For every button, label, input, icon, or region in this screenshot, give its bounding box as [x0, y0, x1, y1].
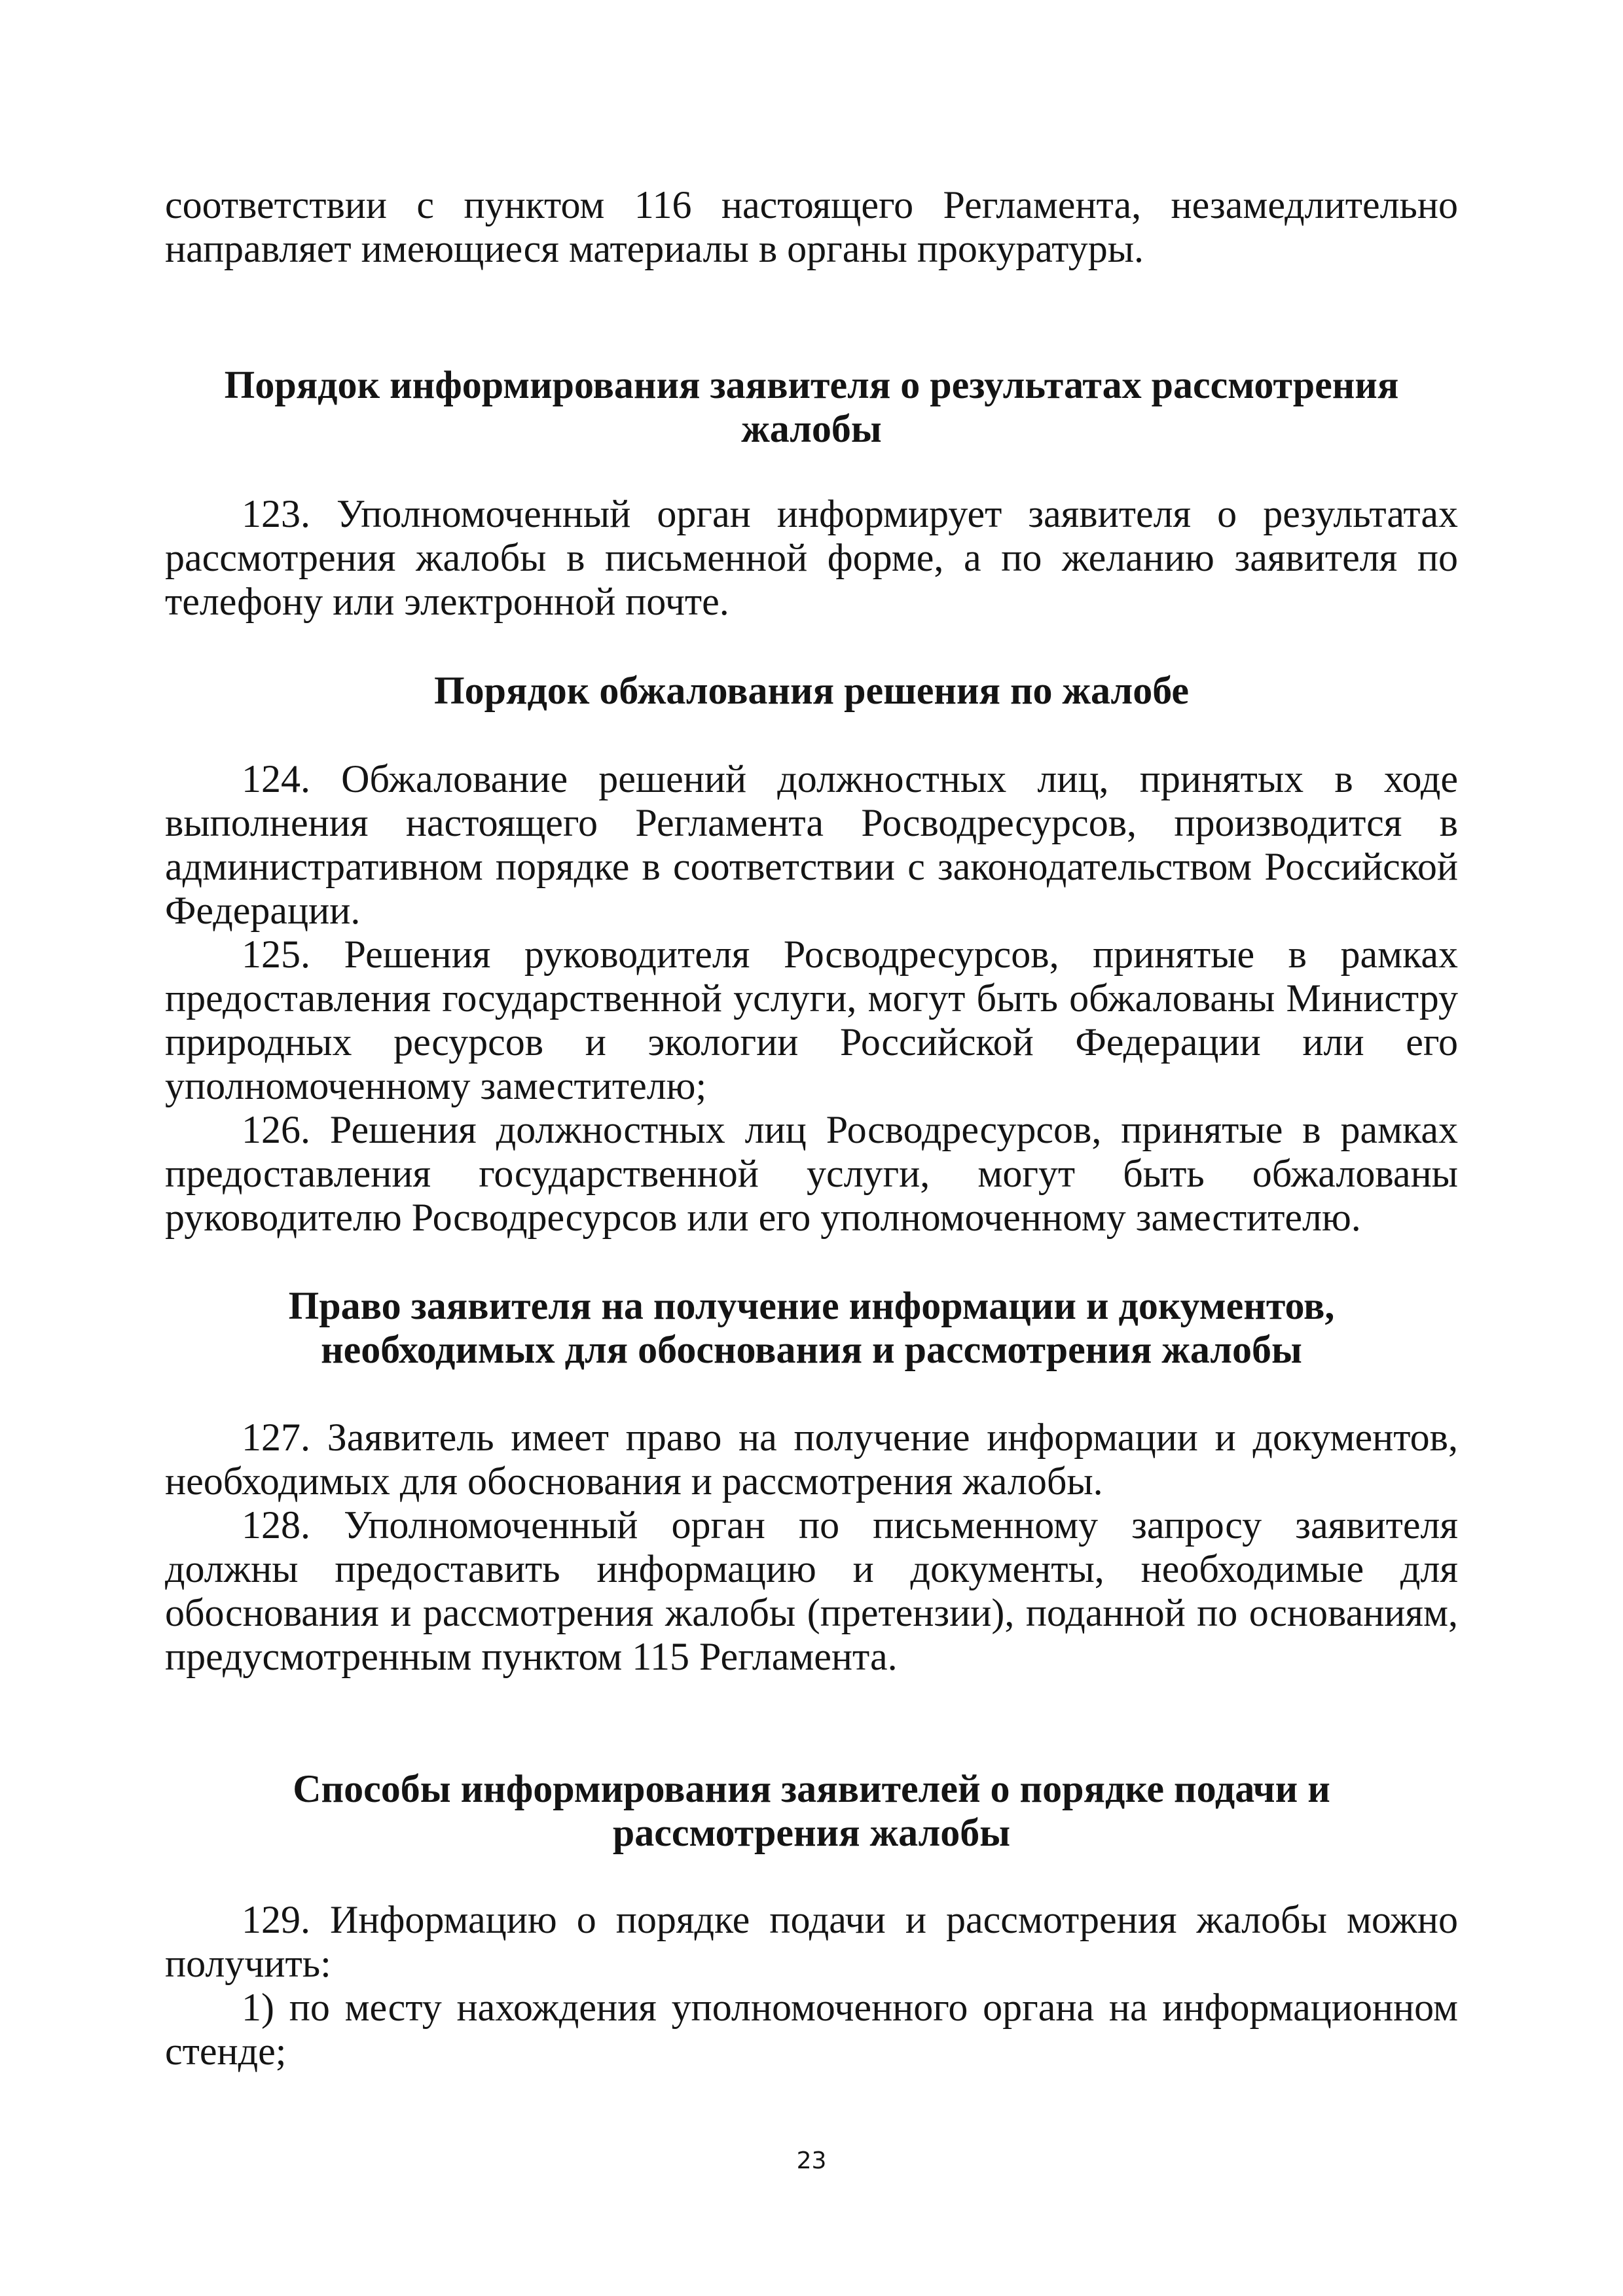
heading-rights: [165, 1284, 1458, 1372]
list-item-1: 1) по месту нахождения уполномоченного органа на информационном стенде;: [165, 1986, 1458, 2073]
paragraph-127: 127. Заявитель имеет право на получение информации и документов, необходимых для обоснования и рассмотрения жалобы.: [165, 1416, 1458, 1503]
heading-informing-line1: Порядок информирования заявителя о результатах рассмотрения: [224, 363, 1399, 406]
heading-methods: [165, 1767, 1458, 1855]
paragraph-125: 125. Решения руководителя Росводресурсов, принятые в рамках предоставления государственной услуги, могут быть обжалованы Министру природных ресурсов и экологии Российской Федерации или его уполномоченному заместителю;: [165, 933, 1458, 1107]
paragraph-123: 123. Уполномоченный орган информирует заявителя о результатах рассмотрения жалобы в письменной форме, а по желанию заявителя по телефону или электронной почте.: [165, 492, 1458, 623]
paragraph-129: 129. Информацию о порядке подачи и рассмотрения жалобы можно получить:: [165, 1898, 1458, 1985]
page-number: 23: [796, 2147, 827, 2174]
heading-rights-line2: необходимых для обоснования и рассмотрения жалобы: [321, 1328, 1302, 1371]
heading-informing-line2: жалобы: [741, 407, 882, 450]
heading-appeal: [165, 669, 1458, 713]
continuation-paragraph: соответствии с пунктом 116 настоящего Регламента, незамедлительно направляет имеющиеся материалы в органы прокуратуры.: [165, 183, 1458, 270]
heading-methods-line1: Способы информирования заявителей о порядке подачи и: [293, 1767, 1330, 1810]
heading-methods-line2: рассмотрения жалобы: [612, 1811, 1011, 1854]
heading-informing: [165, 363, 1458, 451]
paragraph-126: 126. Решения должностных лиц Росводресурсов, принятые в рамках предоставления государственной услуги, могут быть обжалованы руководителю Росводресурсов или его уполномоченному заместителю.: [165, 1108, 1458, 1239]
heading-rights-line1: Право заявителя на получение информации и документов,: [288, 1284, 1335, 1327]
paragraph-124: 124. Обжалование решений должностных лиц, принятых в ходе выполнения настоящего Регламента Росводресурсов, производится в административном порядке в соответствии с законодательством Российской Федерации.: [165, 757, 1458, 932]
paragraph-128: 128. Уполномоченный орган по письменному запросу заявителя должны предоставить информацию и документы, необходимые для обоснования и рассмотрения жалобы (претензии), поданной по основаниям, предусмотренным пунктом 115 Регламента.: [165, 1503, 1458, 1678]
heading-appeal-line1: Порядок обжалования решения по жалобе: [433, 669, 1190, 712]
